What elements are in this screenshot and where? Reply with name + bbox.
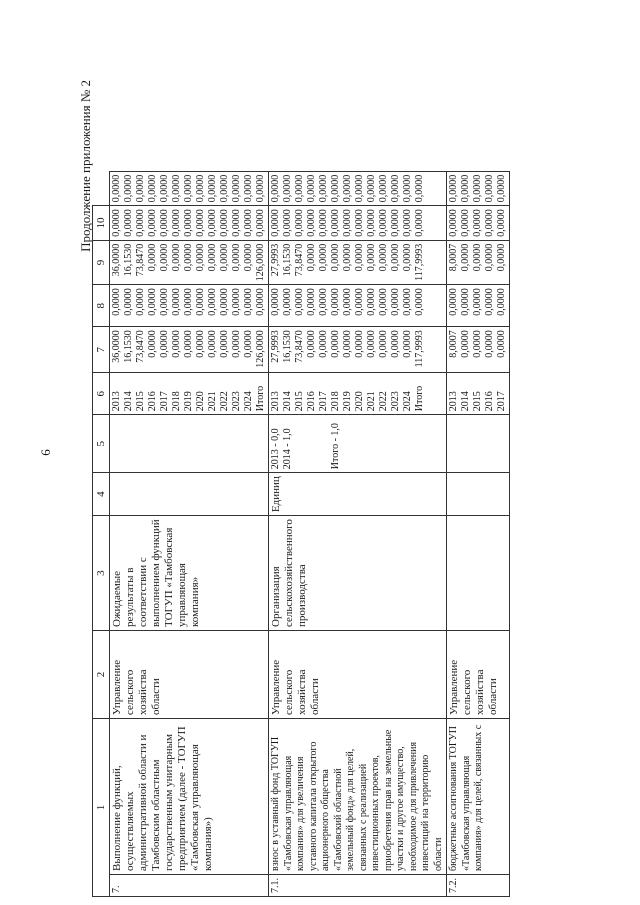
header-row [93, 171, 110, 896]
row-col8 [269, 240, 447, 285]
row-col7-line: 0,0000 [390, 288, 401, 316]
row-col10 [110, 171, 269, 206]
row-years-line: Итого [414, 385, 425, 412]
row-years [110, 373, 269, 415]
row-col9-line: 0,0000 [366, 209, 377, 237]
row-years-line: 2019 [183, 391, 194, 412]
row-col8-line: 27,9993 [270, 243, 281, 277]
row-col9-line: 0,0000 [496, 209, 507, 237]
row-unit: Единиц [269, 473, 447, 516]
row-col6-line: 0,0000 [243, 330, 254, 358]
row-years-line: 2018 [330, 391, 341, 412]
row-col7-line: 0,0000 [183, 288, 194, 316]
program-table [92, 171, 510, 897]
row-col6-line: 16,1530 [123, 330, 134, 363]
row-col8-line: 0,0000 [195, 243, 206, 272]
page-number: 6 [38, 449, 53, 456]
row-col8-line: 0,0000 [159, 243, 170, 272]
row-col8-line: 0,0000 [147, 243, 158, 272]
row-col8-line: 0,0000 [171, 243, 182, 272]
row-col7-line: 0,0000 [318, 288, 329, 316]
row-col7-line: 0,0000 [270, 288, 281, 316]
row-col8 [110, 240, 269, 285]
row-col9-line: 0,0000 [460, 209, 471, 237]
row-col7-line: 0,0000 [135, 288, 146, 316]
row-col9-line: 0,0000 [282, 209, 293, 237]
row-col10-line: 0,0000 [147, 174, 158, 203]
row-years-line: 2024 [243, 391, 254, 412]
row-col6-line: 0,0000 [342, 330, 353, 358]
row-col6-line: 0,0000 [219, 330, 230, 358]
row-col7-line: 0,0000 [231, 288, 242, 316]
row-col8-line: 0,0000 [390, 243, 401, 272]
row-col10-line: 0,0000 [354, 174, 365, 203]
row-col7-line: 0,0000 [460, 288, 471, 316]
row-years-line: 2013 [448, 391, 459, 412]
row-col9-line: 0,0000 [171, 209, 182, 237]
row-col8-line: 0,0000 [402, 243, 413, 272]
table-row [447, 171, 510, 896]
row-col6-line: 126,0000 [255, 330, 266, 368]
row-years [447, 373, 510, 415]
row-col8-line: 0,0000 [460, 243, 471, 272]
row-col6-line: 0,0000 [159, 330, 170, 358]
row-col9-line: 0,0000 [159, 209, 170, 237]
row-col10-line: 0,0000 [306, 174, 317, 203]
row-col6-line: 0,0000 [183, 330, 194, 358]
row-col10-line: 0,0000 [448, 174, 459, 203]
row-years-line: 2017 [496, 391, 507, 412]
row-col10-line: 0,0000 [318, 174, 329, 203]
row-col8-line: 8,0007 [448, 243, 459, 272]
continuation-caption: Продолжение приложения № 2 [78, 80, 93, 252]
row-years-line: 2022 [219, 391, 230, 412]
row-col9-line: 0,0000 [390, 209, 401, 237]
row-description: взнос в уставный фонд ТОГУП «Тамбовская управляющая компания» для увеличения уставного капитала открытого акционерного общества «Тамбовский областной земельный фонд» для целей, связанных с реализацией инвестиционных проектов, приобретения прав на земельные участки и другое имущество, необходимое для привлечения инвестиций на территорию области [269, 719, 447, 875]
header-cell-9: 9 [93, 240, 110, 285]
row-col9-line: 0,0000 [484, 209, 495, 237]
row-col7 [447, 285, 510, 327]
row-years-line: 2014 [123, 391, 134, 412]
row-col8-line: 0,0000 [354, 243, 365, 272]
row-col9-line: 0,0000 [195, 209, 206, 237]
row-col9-line: 0,0000 [306, 209, 317, 237]
row-col7-line: 0,0000 [378, 288, 389, 316]
row-col7-line: 0,0000 [366, 288, 377, 316]
row-years-line: 2017 [318, 391, 329, 412]
row-indicator [447, 415, 510, 473]
row-col9 [447, 206, 510, 241]
row-col7-line: 0,0000 [354, 288, 365, 316]
row-col8-line: 36,0000 [111, 243, 122, 277]
row-number: 7.2. [447, 875, 510, 897]
row-years-line: 2019 [342, 391, 353, 412]
row-unit [110, 473, 269, 516]
row-col7-line: 0,0000 [330, 288, 341, 316]
header-cell-6: 6 [93, 373, 110, 415]
row-years-line: 2024 [402, 391, 413, 412]
row-col8-line: 73,8470 [294, 243, 305, 277]
row-description: Выполнение функций, осуществляемых административной области и Тамбовским областным государственным унитарным предприятием (далее - ТОГУП «Тамбовская управляющая компания») [110, 719, 269, 875]
row-col8-line: 0,0000 [496, 243, 507, 272]
row-col6-line: 0,0000 [390, 330, 401, 358]
row-col10-line: 0,0000 [243, 174, 254, 203]
row-col9-line: 0,0000 [255, 209, 266, 237]
row-col6-line: 0,0000 [484, 330, 495, 358]
row-col10-line: 0,0000 [255, 174, 266, 203]
row-number: 7.1. [269, 875, 447, 897]
row-col9-line: 0,0000 [318, 209, 329, 237]
row-col6-line: 0,0000 [496, 330, 507, 358]
row-years-line: 2016 [147, 391, 158, 412]
row-col9 [269, 206, 447, 241]
row-col10 [447, 171, 510, 206]
row-col10-line: 0,0000 [171, 174, 182, 203]
row-col9-line: 0,0000 [147, 209, 158, 237]
row-years-line: 2015 [472, 391, 483, 412]
indicator-line: 2013 - 0,0 [270, 428, 281, 470]
row-col8-line: 0,0000 [342, 243, 353, 272]
row-col7-line: 0,0000 [207, 288, 218, 316]
row-col10-line: 0,0000 [460, 174, 471, 203]
row-col9-line: 0,0000 [270, 209, 281, 237]
row-col10-line: 0,0000 [282, 174, 293, 203]
row-years-line: 2016 [306, 391, 317, 412]
row-col6-line: 73,8470 [135, 330, 146, 363]
row-unit [447, 473, 510, 516]
row-col9-line: 0,0000 [231, 209, 242, 237]
indicator-gap [294, 418, 306, 469]
row-col10-line: 0,0000 [159, 174, 170, 203]
row-col6-line: 0,0000 [171, 330, 182, 358]
row-col10-line: 0,0000 [219, 174, 230, 203]
row-indicator [110, 415, 269, 473]
row-col9-line: 0,0000 [414, 209, 425, 237]
row-col9-line: 0,0000 [243, 209, 254, 237]
row-years-line: 2014 [282, 391, 293, 412]
header-cell-10: 10 [93, 206, 110, 241]
row-col9-line: 0,0000 [294, 209, 305, 237]
row-col7-line: 0,0000 [282, 288, 293, 316]
row-col10-line: 0,0000 [378, 174, 389, 203]
indicator-gap [306, 418, 318, 469]
row-col6 [447, 327, 510, 373]
row-col6-line: 0,0000 [306, 330, 317, 358]
row-col7-line: 0,0000 [243, 288, 254, 316]
row-col6-line: 0,0000 [378, 330, 389, 358]
row-years-line: 2015 [294, 391, 305, 412]
row-years-line: 2023 [231, 391, 242, 412]
row-result [447, 516, 510, 631]
row-col6-line: 117,9993 [414, 330, 425, 368]
row-col7-line: 0,0000 [448, 288, 459, 316]
row-col6-line: 8,0007 [448, 330, 459, 358]
row-years-line: 2013 [111, 391, 122, 412]
row-col7-line: 0,0000 [472, 288, 483, 316]
row-col7-line: 0,0000 [159, 288, 170, 316]
row-col7-line: 0,0000 [147, 288, 158, 316]
header-cell-8: 8 [93, 285, 110, 327]
row-executor: Управление сельского хозяйства области [110, 631, 269, 719]
row-years-line: 2018 [171, 391, 182, 412]
row-col7 [269, 285, 447, 327]
row-col7-line: 0,0000 [414, 288, 425, 316]
row-executor: Управление сельского хозяйства области [269, 631, 447, 719]
row-col6-line: 0,0000 [147, 330, 158, 358]
row-col7-line: 0,0000 [496, 288, 507, 316]
row-col6-line: 0,0000 [207, 330, 218, 358]
row-col6-line: 0,0000 [354, 330, 365, 358]
row-col9-line: 0,0000 [207, 209, 218, 237]
row-col10-line: 0,0000 [330, 174, 341, 203]
row-col10-line: 0,0000 [207, 174, 218, 203]
row-col6-line: 0,0000 [330, 330, 341, 358]
row-years-line: 2014 [460, 391, 471, 412]
row-col7-line: 0,0000 [402, 288, 413, 316]
row-years [269, 373, 447, 415]
row-col10-line: 0,0000 [270, 174, 281, 203]
header-cell-7: 7 [93, 327, 110, 373]
row-col7-line: 0,0000 [342, 288, 353, 316]
row-col8-line: 0,0000 [330, 243, 341, 272]
row-col10-line: 0,0000 [183, 174, 194, 203]
row-col7-line: 0,0000 [123, 288, 134, 316]
row-col8-line: 0,0000 [306, 243, 317, 272]
row-col10 [269, 171, 447, 206]
row-col9-line: 0,0000 [183, 209, 194, 237]
row-col8-line: 0,0000 [207, 243, 218, 272]
row-col9-line: 0,0000 [472, 209, 483, 237]
row-col8-line: 0,0000 [243, 243, 254, 272]
row-col10-line: 0,0000 [390, 174, 401, 203]
table-row [110, 171, 269, 896]
row-col6-line: 0,0000 [195, 330, 206, 358]
row-col10-line: 0,0000 [472, 174, 483, 203]
row-col8-line: 0,0000 [484, 243, 495, 272]
row-col8-line: 0,0000 [378, 243, 389, 272]
header-cell-1: 1 [93, 719, 110, 897]
row-years-line: 2013 [270, 391, 281, 412]
row-col6 [110, 327, 269, 373]
row-col7-line: 0,0000 [255, 288, 266, 316]
row-col9-line: 0,0000 [111, 209, 122, 237]
row-col8-line: 0,0000 [183, 243, 194, 272]
row-col7-line: 0,0000 [306, 288, 317, 316]
row-col9 [110, 206, 269, 241]
row-col8-line: 126,0000 [255, 243, 266, 282]
row-col6-line: 0,0000 [402, 330, 413, 358]
row-col6-line: 16,1530 [282, 330, 293, 363]
row-col6-line: 0,0000 [472, 330, 483, 358]
row-col8-line: 0,0000 [219, 243, 230, 272]
row-col7 [110, 285, 269, 327]
row-col8-line: 0,0000 [231, 243, 242, 272]
row-col10-line: 0,0000 [111, 174, 122, 203]
row-col7-line: 0,0000 [195, 288, 206, 316]
row-col7-line: 0,0000 [294, 288, 305, 316]
row-years-line: 2015 [135, 391, 146, 412]
row-col7-line: 0,0000 [219, 288, 230, 316]
row-years-line: 2021 [366, 391, 377, 412]
row-col7-line: 0,0000 [111, 288, 122, 316]
row-col10-line: 0,0000 [135, 174, 146, 203]
row-indicator [269, 415, 447, 473]
row-col6-line: 73,8470 [294, 330, 305, 363]
row-col9-line: 0,0000 [402, 209, 413, 237]
row-executor: Управление сельского хозяйства области [447, 631, 510, 719]
indicator-gap [318, 418, 330, 469]
row-years-line: 2020 [354, 391, 365, 412]
row-col10-line: 0,0000 [402, 174, 413, 203]
row-years-line: 2016 [484, 391, 495, 412]
row-result: Ожидаемые результаты в соответствии с выполнением функций ТОГУП «Тамбовская управляющая компания» [110, 516, 269, 631]
row-years-line: Итого [255, 385, 266, 412]
row-col10-line: 0,0000 [496, 174, 507, 203]
row-col6-line: 36,0000 [111, 330, 122, 363]
row-col7-line: 0,0000 [171, 288, 182, 316]
row-col8-line: 0,0000 [366, 243, 377, 272]
row-col6-line: 0,0000 [366, 330, 377, 358]
row-col8-line: 16,1530 [123, 243, 134, 277]
header-cell-2: 2 [93, 631, 110, 719]
row-col8-line: 16,1530 [282, 243, 293, 277]
row-col9-line: 0,0000 [135, 209, 146, 237]
row-col6-line: 0,0000 [231, 330, 242, 358]
indicator-line: Итого - 1,0 [330, 423, 341, 470]
row-col6 [269, 327, 447, 373]
row-col9-line: 0,0000 [330, 209, 341, 237]
row-years-line: 2023 [390, 391, 401, 412]
row-years-line: 2021 [207, 391, 218, 412]
row-col10-line: 0,0000 [123, 174, 134, 203]
row-col8 [447, 240, 510, 285]
row-col8-line: 0,0000 [472, 243, 483, 272]
row-col6-line: 0,0000 [460, 330, 471, 358]
row-col10-line: 0,0000 [342, 174, 353, 203]
row-col9-line: 0,0000 [219, 209, 230, 237]
row-col10-line: 0,0000 [484, 174, 495, 203]
row-number: 7. [110, 875, 269, 897]
row-col9-line: 0,0000 [354, 209, 365, 237]
indicator-line: 2014 - 1,0 [282, 428, 293, 470]
row-col7-line: 0,0000 [484, 288, 495, 316]
header-cell-5: 5 [93, 415, 110, 473]
row-col8-line: 73,8470 [135, 243, 146, 277]
row-years-line: 2017 [159, 391, 170, 412]
row-col9-line: 0,0000 [342, 209, 353, 237]
header-cell-4: 4 [93, 473, 110, 516]
table-row [269, 171, 447, 896]
row-col10-line: 0,0000 [231, 174, 242, 203]
row-col10-line: 0,0000 [294, 174, 305, 203]
row-col10-line: 0,0000 [366, 174, 377, 203]
row-col9-line: 0,0000 [448, 209, 459, 237]
header-cell-3: 3 [93, 516, 110, 631]
row-col10-line: 0,0000 [195, 174, 206, 203]
row-col8-line: 0,0000 [318, 243, 329, 272]
row-col10-line: 0,0000 [414, 174, 425, 203]
row-col6-line: 27,9993 [270, 330, 281, 363]
row-col6-line: 0,0000 [318, 330, 329, 358]
row-years-line: 2020 [195, 391, 206, 412]
row-result: Организация сельскохозяйственного производства [269, 516, 447, 631]
row-description: бюджетные ассигнования ТОГУП «Тамбовская управляющая компания» для целей, связанных с [447, 719, 510, 875]
row-col8-line: 117,9993 [414, 243, 425, 281]
row-years-line: 2022 [378, 391, 389, 412]
row-col9-line: 0,0000 [378, 209, 389, 237]
row-col9-line: 0,0000 [123, 209, 134, 237]
